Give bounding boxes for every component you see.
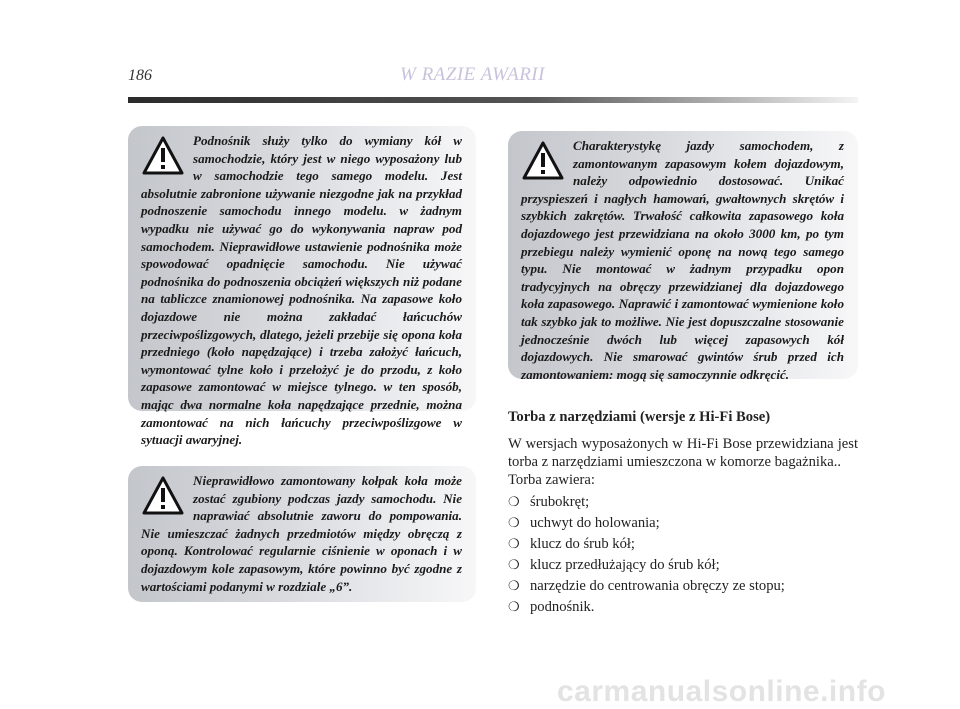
bullet-circle-icon: ❍: [508, 577, 520, 593]
list-item: [508, 491, 858, 512]
list-item: [508, 575, 858, 596]
list-item-text: podnośnik.: [530, 598, 595, 615]
list-item: [508, 533, 858, 554]
warning-box-spare-wheel: [508, 131, 858, 382]
warning-text: Podnośnik służy tylko do wymiany kół w samochodzie, który jest w niego wyposażony lub w samochodzie tego samego modelu. Jest absolutnie zabronione używanie niezgodne jak na przykład podnoszenie samochodu innego modelu. w żadnym wypadku nie używać go do wykonywania napraw pod samochodem. Nieprawidłowe ustawienie podnośnika może spowodować opadnięcie samochodu. Nie używać podnośnika do podnoszenia obciążeń większych niż podane na tabliczce znamionowej podnośnika. Na zapasowe koło dojazdowe nie można zakładać łańcuchów przeciwpoślizgowych, dlatego, jeżeli przebije się opona koła przedniego (koło napędzające) i trzeba założyć łańcuch, wymontować tylne koło i przełożyć je do przodu, z koło zapasowe zamontować w miejsce tylnego. w ten sposób, mając dwa normalne koła napędzające przednie, można zamontować na nich łańcuchy przeciwpoślizgowe w sytuacji awaryjnej.: [141, 133, 462, 448]
list-item-text: narzędzie do centrowania obręczy ze stopu;: [530, 577, 785, 594]
list-item: [508, 554, 858, 575]
toolbag-section: [508, 408, 858, 617]
list-item-text: śrubokręt;: [530, 493, 590, 510]
bullet-circle-icon: ❍: [508, 556, 520, 572]
warning-box-hubcap: [128, 466, 476, 602]
bullet-circle-icon: ❍: [508, 514, 520, 530]
bullet-circle-icon: ❍: [508, 493, 520, 509]
toolbag-contents-label: Torba zawiera:: [508, 472, 595, 488]
page-number: 186: [128, 67, 152, 84]
warning-triangle-icon: [141, 134, 185, 178]
warning-box-jack: [128, 126, 476, 448]
header-divider: [128, 97, 858, 103]
list-item: [508, 512, 858, 533]
list-item-text: klucz przedłużający do śrub kół;: [530, 556, 720, 573]
bullet-circle-icon: ❍: [508, 535, 520, 551]
toolbag-item-list: [508, 491, 858, 617]
warning-text: Nieprawidłowo zamontowany kołpak koła może zostać zgubiony podczas jazdy samochodu. Nie naprawiać absolutnie zaworu do pompowania. Nie umieszczać żadnych przedmiotów między obręczą z oponą. Kontrolować regularnie ciśnienie w oponach i w dojazdowym kole zapasowym, które powinno być zgodne z wartościami podanymi w rozdziale „6”.: [141, 473, 462, 594]
site-watermark[interactable]: carmanualsonline.info: [557, 675, 886, 708]
bullet-circle-icon: ❍: [508, 598, 520, 614]
warning-triangle-icon: [141, 474, 185, 518]
warning-text: Charakterystykę jazdy samochodem, z zamontowanym zapasowym kołem dojazdowym, należy odpowiednio dostosować. Unikać przyspieszeń i nagłych hamowań, gwałtownych skrętów i szybkich zakrętów. Trwałość całkowita zapasowego koła dojazdowego jest przewidziana na około 3000 km, po tym przebiegu należy wymienić oponę na nową tego samego typu. Nie montować w żadnym przypadku opon tradycyjnych na obręczy przewidzianej dla dojazdowego koła zapasowego. Naprawić i zamontować wymienione koło tak szybko jak to możliwe. Nie jest dopuszczalne stosowanie jednocześnie dwóch lub więcej zapasowych kół dojazdowych. Nie smarować gwintów śrub przed ich zamontowaniem: mogą się samoczynnie odkręcić.: [521, 138, 844, 382]
toolbag-intro: W wersjach wyposażonych w Hi-Fi Bose przewidziana jest torba z narzędziami umieszczona w komorze bagażnika..: [508, 436, 858, 470]
warning-triangle-icon: [521, 139, 565, 183]
list-item-text: klucz do śrub kół;: [530, 535, 635, 552]
section-title: W RAZIE AWARII: [400, 64, 545, 85]
toolbag-heading: Torba z narzędziami (wersje z Hi-Fi Bose): [508, 409, 771, 425]
list-item: [508, 596, 858, 617]
list-item-text: uchwyt do holowania;: [530, 514, 660, 531]
